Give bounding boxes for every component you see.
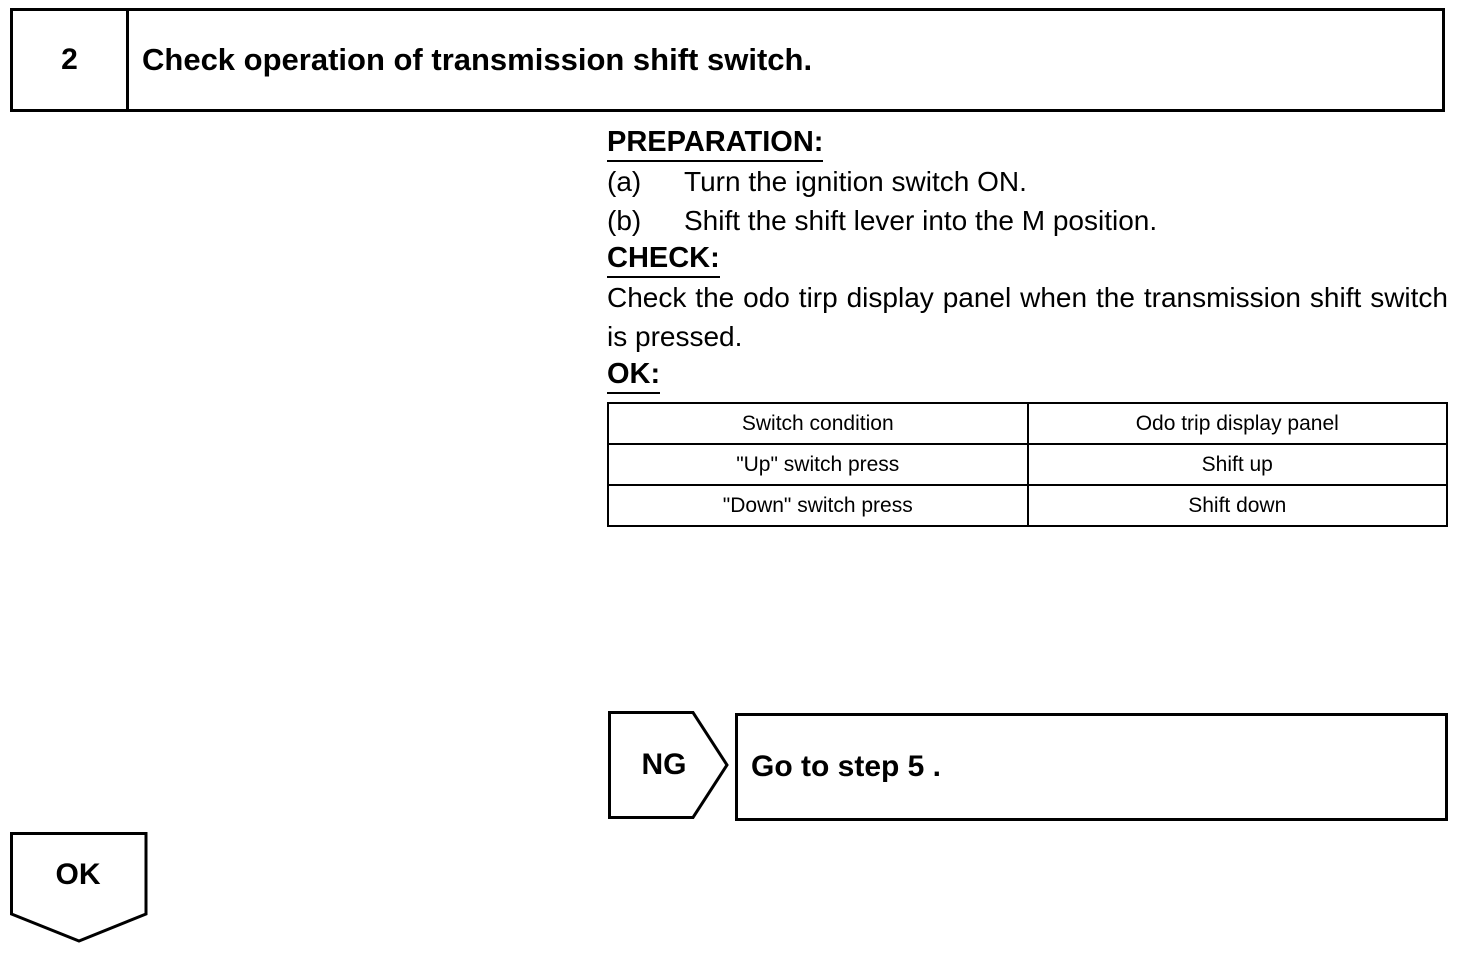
step-header	[10, 8, 1445, 112]
preparation-item-tag: (b)	[607, 205, 642, 236]
preparation-item-text: Turn the ignition switch ON.	[684, 166, 1027, 197]
table-header-cell: Switch condition	[608, 403, 1028, 444]
check-text: Check the odo tirp display panel when the transmission shift switch is pressed.	[607, 282, 1448, 352]
preparation-item-text: Shift the shift lever into the M position.	[684, 205, 1158, 236]
table-cell: "Up" switch press	[608, 444, 1028, 485]
ng-action-box: Go to step 5 .	[735, 713, 1448, 821]
table-cell: "Down" switch press	[608, 485, 1028, 526]
preparation-item	[607, 201, 1448, 240]
preparation-item	[607, 162, 1448, 201]
preparation-item-tag: (a)	[607, 166, 642, 197]
table-header-cell: Odo trip display panel	[1028, 403, 1448, 444]
check-heading: CHECK:	[607, 240, 720, 278]
table-row	[608, 444, 1447, 485]
table-cell: Shift down	[1028, 485, 1448, 526]
ok-heading: OK:	[607, 356, 660, 394]
step-content	[607, 124, 1448, 527]
ng-label: NG	[641, 748, 687, 781]
table-header-row	[608, 403, 1447, 444]
table-row	[608, 485, 1447, 526]
ok-label: OK	[55, 858, 101, 891]
preparation-heading: PREPARATION:	[607, 124, 823, 162]
ok-criteria-table	[607, 402, 1448, 527]
table-cell: Shift up	[1028, 444, 1448, 485]
step-title: Check operation of transmission shift switch.	[142, 42, 813, 77]
step-number: 2	[13, 11, 129, 109]
